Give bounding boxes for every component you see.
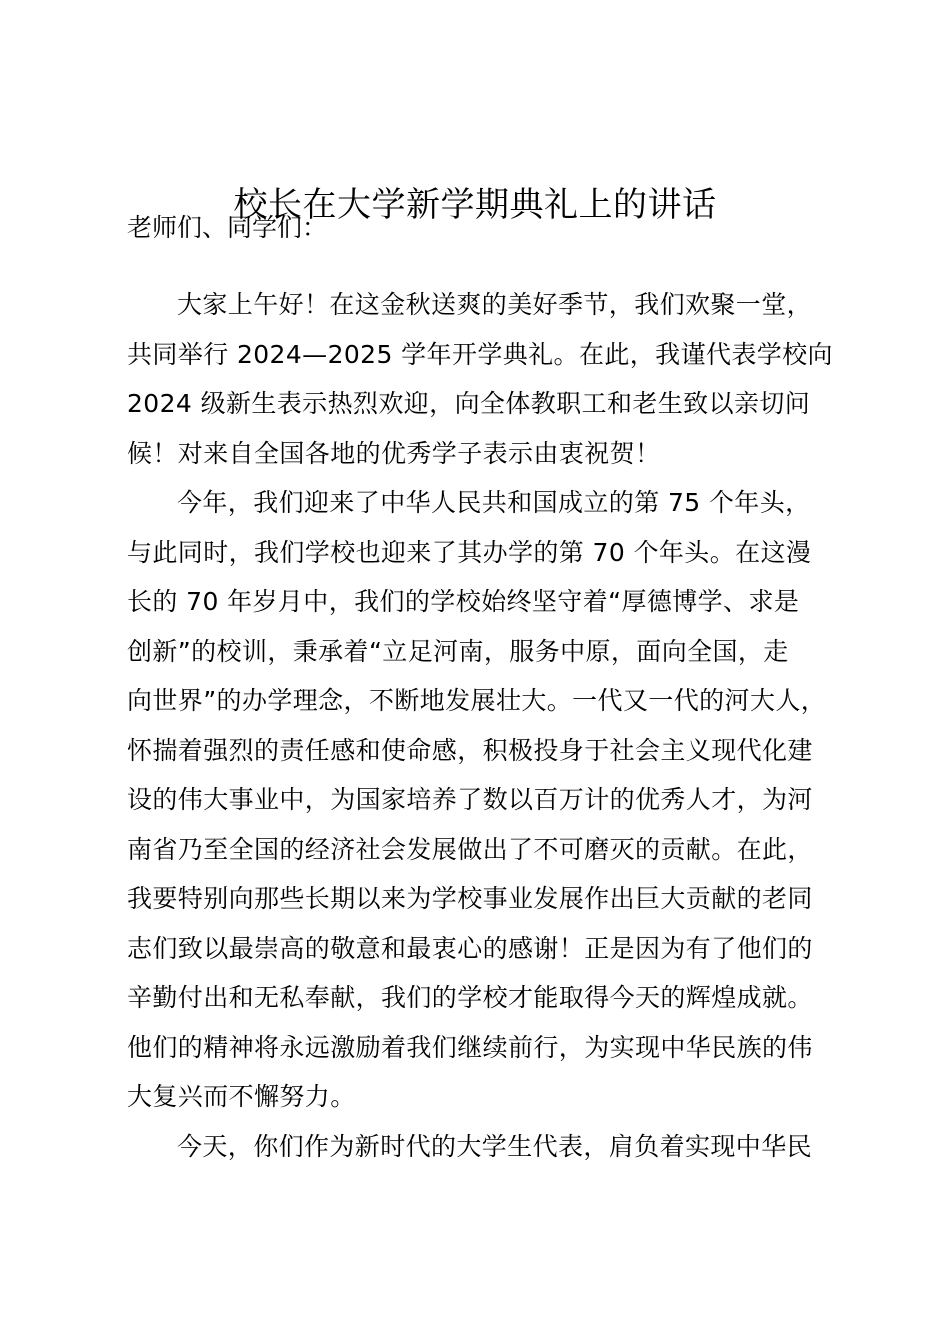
paragraph-2-line-4: 创新”的校训，秉承着“立足河南，服务中原，面向全国，走: [127, 636, 789, 666]
paragraph-2-line-1: 今年，我们迎来了中华人民共和国成立的第 75 个年头，: [177, 488, 811, 517]
salutation: 老师们、同学们：: [127, 213, 328, 242]
paragraph-2-line-10: 志们致以最崇高的敬意和最衷心的感谢！正是因为有了他们的: [127, 933, 813, 963]
paragraph-1-line-2: 共同举行 2024—2025 学年开学典礼。在此，我谨代表学校向: [127, 339, 833, 369]
paragraph-2-line-8: 南省乃至全国的经济社会发展做出了不可磨灭的贡献。在此，: [127, 834, 813, 864]
paragraph-3-line-1: 今天，你们作为新时代的大学生代表，肩负着实现中华民: [177, 1131, 813, 1161]
paragraph-2-line-13: 大复兴而不懈努力。: [127, 1082, 356, 1111]
paragraph-2-line-9: 我要特别向那些长期以来为学校事业发展作出巨大贡献的老同: [127, 884, 813, 913]
document-title: 校长在大学新学期典礼上的讲话: [233, 185, 717, 225]
paragraph-2-line-6: 怀揣着强烈的责任感和使命感，积极投身于社会主义现代化建: [127, 735, 813, 765]
paragraph-2-line-7: 设的伟大事业中，为国家培养了数以百万计的优秀人才，为河: [127, 785, 813, 814]
paragraph-2-line-3: 长的 70 年岁月中，我们的学校始终坚守着“厚德博学、求是: [127, 587, 800, 616]
paragraph-2-line-11: 辛勤付出和无私奉献，我们的学校才能取得今天的辉煌成就。: [127, 983, 813, 1012]
paragraph-1-line-4: 候！对来自全国各地的优秀学子表示由衷祝贺！: [127, 438, 661, 468]
paragraph-1-line-3: 2024 级新生表示热烈欢迎，向全体教职工和老生致以亲切问: [127, 389, 811, 418]
paragraph-1-line-1: 大家上午好！在这金秋送爽的美好季节，我们欢聚一堂，: [177, 290, 813, 319]
paragraph-2-line-5: 向世界”的办学理念，不断地发展壮大。一代又一代的河大人，: [127, 686, 827, 715]
speech-body: [127, 280, 832, 1171]
paragraph-2-line-2: 与此同时，我们学校也迎来了其办学的第 70 个年头。在这漫: [127, 537, 812, 567]
paragraph-2-line-12: 他们的精神将永远激励着我们继续前行，为实现中华民族的伟: [127, 1032, 813, 1062]
